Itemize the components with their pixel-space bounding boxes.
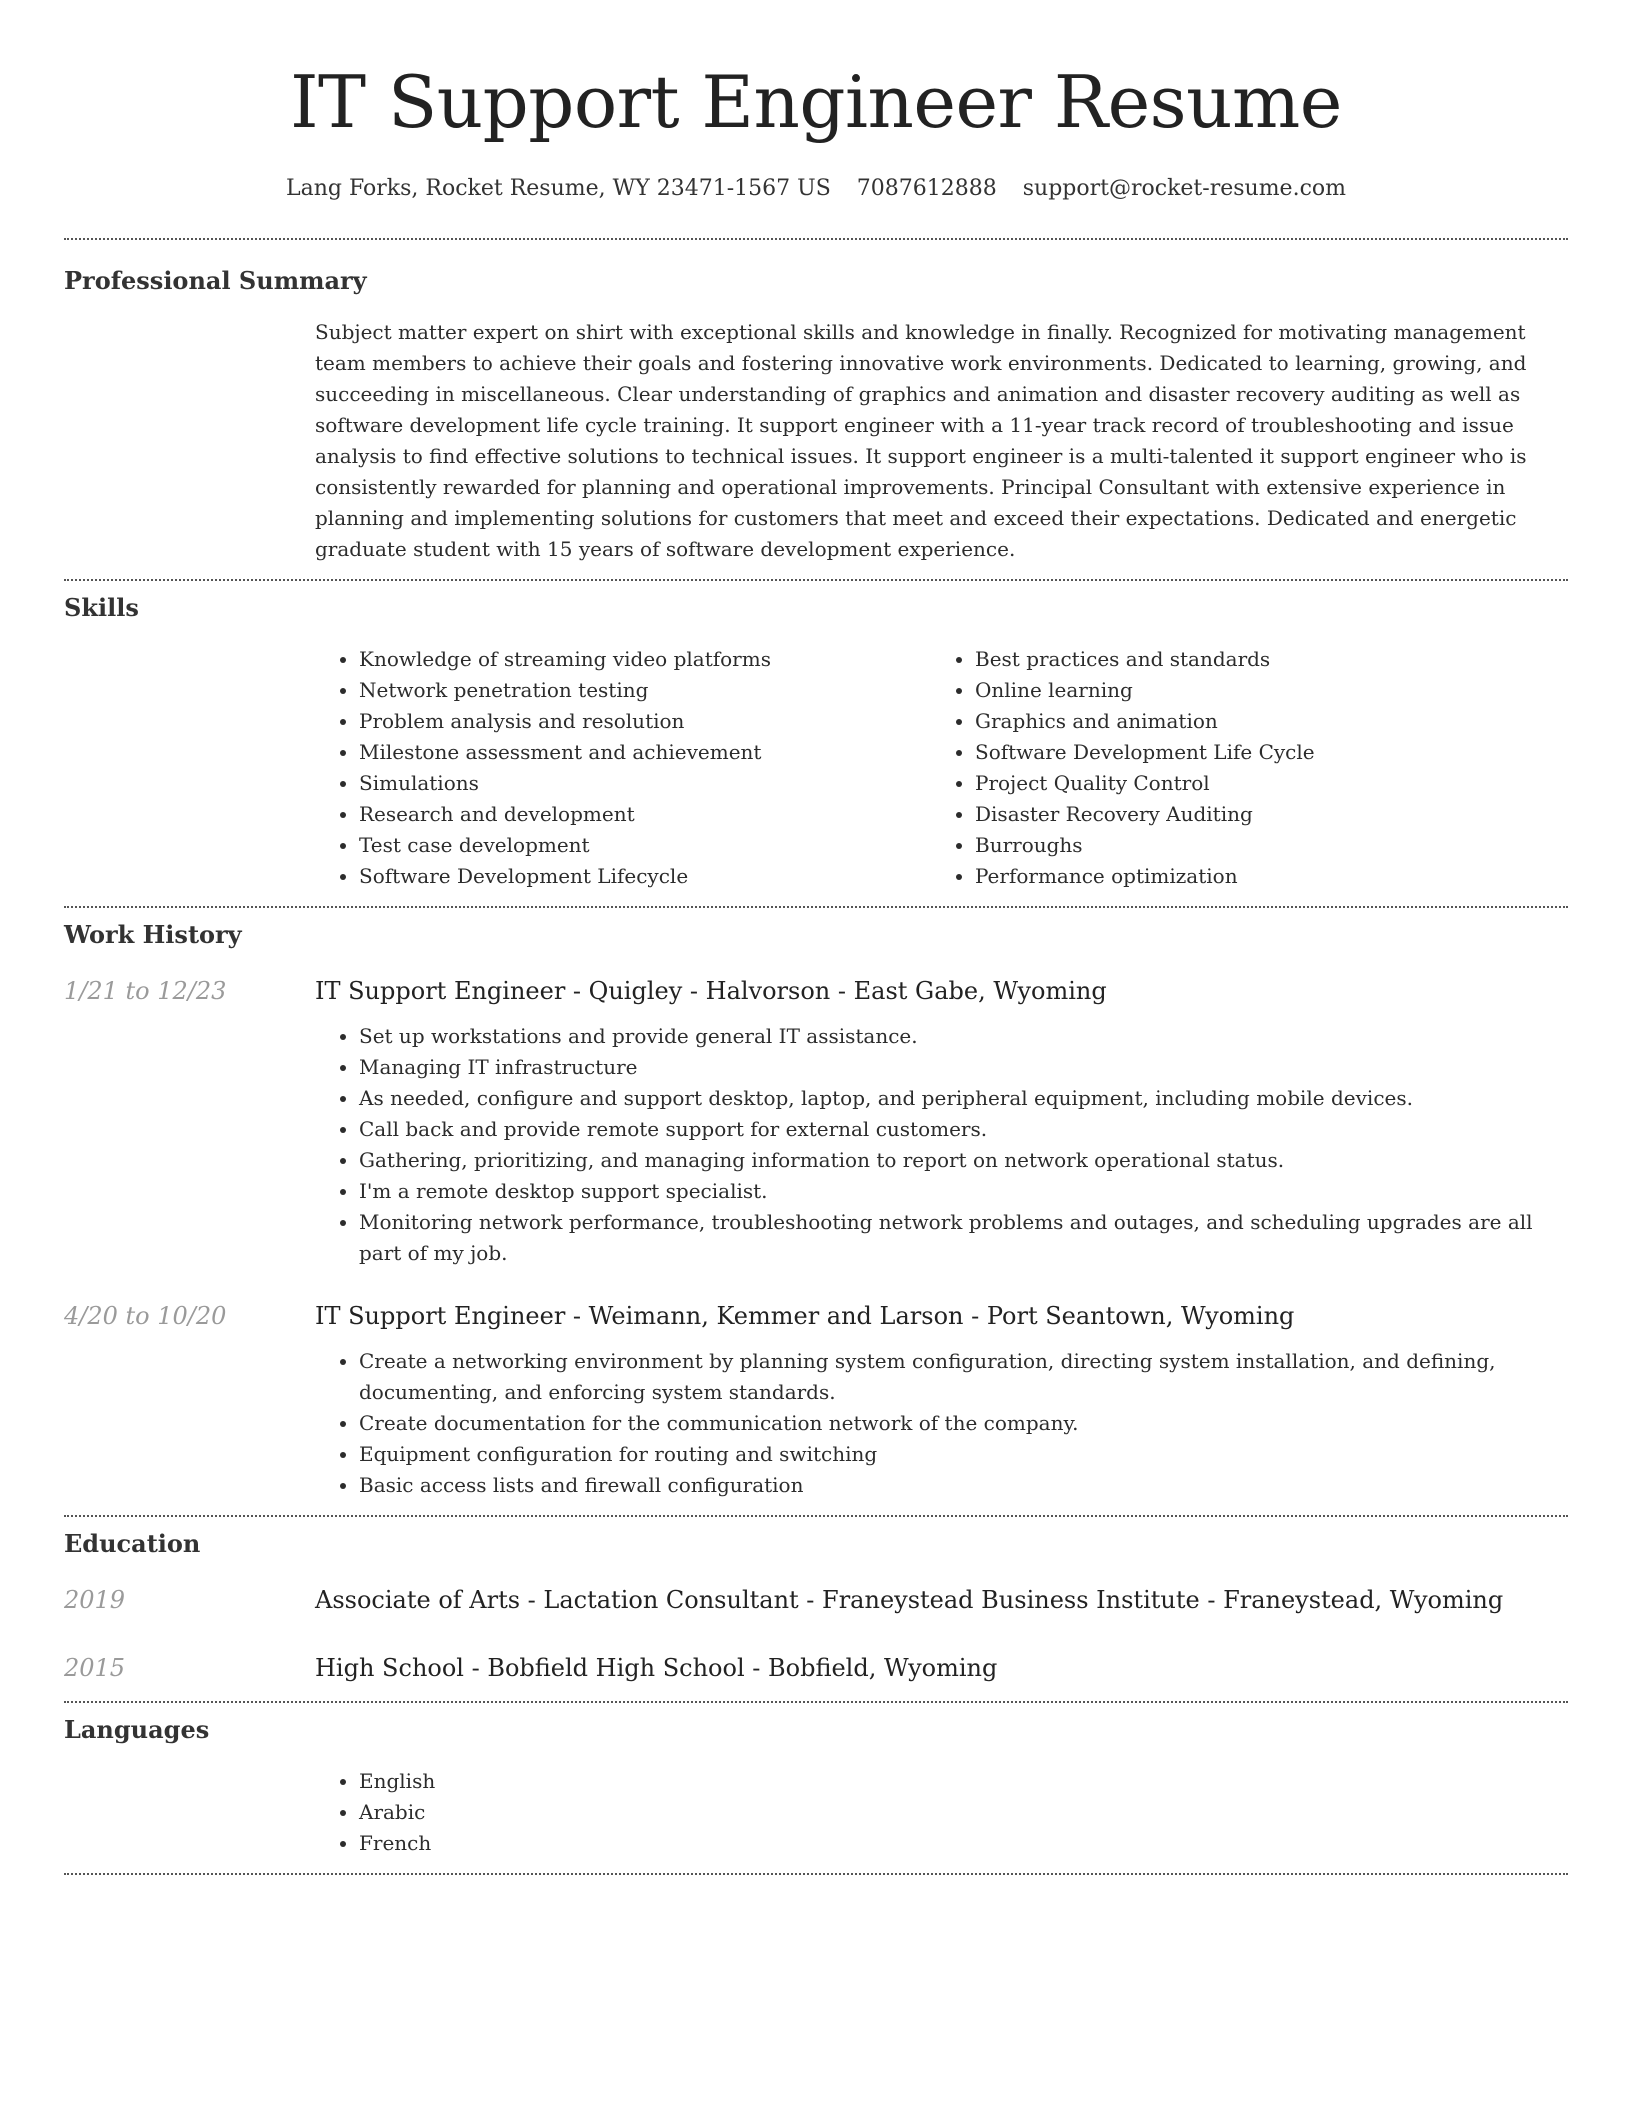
job-bullet: • Equipment configuration for routing and switching bbox=[359, 1439, 1568, 1470]
languages-heading: Languages bbox=[64, 1715, 210, 1744]
skill-item: • Best practices and standards bbox=[975, 644, 1315, 675]
education-text: Associate of Arts - Lactation Consultant - Franeystead Business Institute - Franeystead, Wyoming bbox=[315, 1586, 1504, 1614]
job-entry bbox=[64, 1299, 1568, 1333]
job-bullet: • Create a networking environment by planning system configuration, directing system installation, and defining, documenting, and enforcing system standards. bbox=[359, 1346, 1568, 1408]
skill-item: • Network penetration testing bbox=[359, 675, 931, 706]
job-bullets bbox=[315, 1346, 1568, 1501]
education-year: 2015 bbox=[64, 1654, 126, 1682]
skill-item: • Performance optimization bbox=[975, 861, 1315, 892]
resume-title: IT Support Engineer Resume bbox=[290, 60, 1342, 144]
languages-section bbox=[64, 1703, 1568, 1859]
skill-item: • Software Development Lifecycle bbox=[359, 861, 931, 892]
skills-section bbox=[64, 581, 1568, 892]
skills-heading: Skills bbox=[64, 593, 139, 622]
contact-line bbox=[64, 174, 1568, 204]
work-heading: Work History bbox=[64, 920, 242, 949]
job-bullet: • Gathering, prioritizing, and managing information to report on network operational status. bbox=[359, 1145, 1568, 1176]
contact-phone: 7087612888 bbox=[856, 176, 997, 201]
language-item: • Arabic bbox=[359, 1797, 1568, 1828]
job-bullets bbox=[315, 1021, 1568, 1269]
summary-heading: Professional Summary bbox=[64, 266, 367, 295]
education-entry bbox=[64, 1651, 1568, 1685]
contact-address: Lang Forks, Rocket Resume, WY 23471-1567 US bbox=[286, 176, 831, 201]
skill-item: • Knowledge of streaming video platforms bbox=[359, 644, 931, 675]
skill-item: • Simulations bbox=[359, 768, 931, 799]
skill-item: • Disaster Recovery Auditing bbox=[975, 799, 1315, 830]
summary-text: Subject matter expert on shirt with exceptional skills and knowledge in finally. Recognized for motivating management team members to achieve their goals and fostering innovative work environments. Dedicated to learning, growing, and succeeding in miscellaneous. Clear understanding of graphics and animation and disaster recovery auditing as well as software development life cycle training. It support engineer with a 11-year track record of troubleshooting and issue analysis to find effective solutions to technical issues. It support engineer is a multi-talented it support engineer who is consistently rewarded for planning and operational improvements. Principal Consultant with extensive experience in planning and implementing solutions for customers that meet and exceed their expectations. Dedicated and energetic graduate student with 15 years of software development experience. bbox=[315, 320, 1527, 561]
skill-item: • Problem analysis and resolution bbox=[359, 706, 931, 737]
skill-item: • Online learning bbox=[975, 675, 1315, 706]
skills-list-right bbox=[931, 644, 1315, 892]
skill-item: • Milestone assessment and achievement bbox=[359, 737, 931, 768]
job-bullet: • Managing IT infrastructure bbox=[359, 1052, 1568, 1083]
education-text: High School - Bobfield High School - Bobfield, Wyoming bbox=[315, 1654, 998, 1682]
job-title: IT Support Engineer - Weimann, Kemmer and Larson - Port Seantown, Wyoming bbox=[315, 1302, 1295, 1330]
language-item: • English bbox=[359, 1766, 1568, 1797]
education-heading: Education bbox=[64, 1529, 201, 1558]
summary-section bbox=[64, 240, 1568, 565]
work-section bbox=[64, 908, 1568, 1501]
job-dates: 4/20 to 10/20 bbox=[64, 1302, 227, 1330]
job-bullet: • Monitoring network performance, troubleshooting network problems and outages, and scheduling upgrades are all part of my job. bbox=[359, 1207, 1568, 1269]
job-dates: 1/21 to 12/23 bbox=[64, 977, 227, 1005]
contact-email: support@rocket-resume.com bbox=[1022, 176, 1346, 201]
education-section bbox=[64, 1517, 1568, 1685]
education-year: 2019 bbox=[64, 1586, 126, 1614]
skill-item: • Test case development bbox=[359, 830, 931, 861]
job-bullet: • As needed, configure and support desktop, laptop, and peripheral equipment, including mobile devices. bbox=[359, 1083, 1568, 1114]
skill-item: • Project Quality Control bbox=[975, 768, 1315, 799]
job-title: IT Support Engineer - Quigley - Halvorson - East Gabe, Wyoming bbox=[315, 977, 1107, 1005]
job-bullet: • Create documentation for the communication network of the company. bbox=[359, 1408, 1568, 1439]
skills-list-left bbox=[315, 644, 931, 892]
skill-item: • Research and development bbox=[359, 799, 931, 830]
divider bbox=[64, 1873, 1568, 1875]
education-entry bbox=[64, 1583, 1568, 1617]
job-bullet: • Call back and provide remote support for external customers. bbox=[359, 1114, 1568, 1145]
skill-item: • Graphics and animation bbox=[975, 706, 1315, 737]
language-item: • French bbox=[359, 1828, 1568, 1859]
job-bullet: • I'm a remote desktop support specialist. bbox=[359, 1176, 1568, 1207]
languages-list bbox=[315, 1766, 1568, 1859]
job-bullet: • Basic access lists and firewall configuration bbox=[359, 1470, 1568, 1501]
skill-item: • Burroughs bbox=[975, 830, 1315, 861]
job-entry bbox=[64, 974, 1568, 1008]
job-bullet: • Set up workstations and provide general IT assistance. bbox=[359, 1021, 1568, 1052]
skill-item: • Software Development Life Cycle bbox=[975, 737, 1315, 768]
